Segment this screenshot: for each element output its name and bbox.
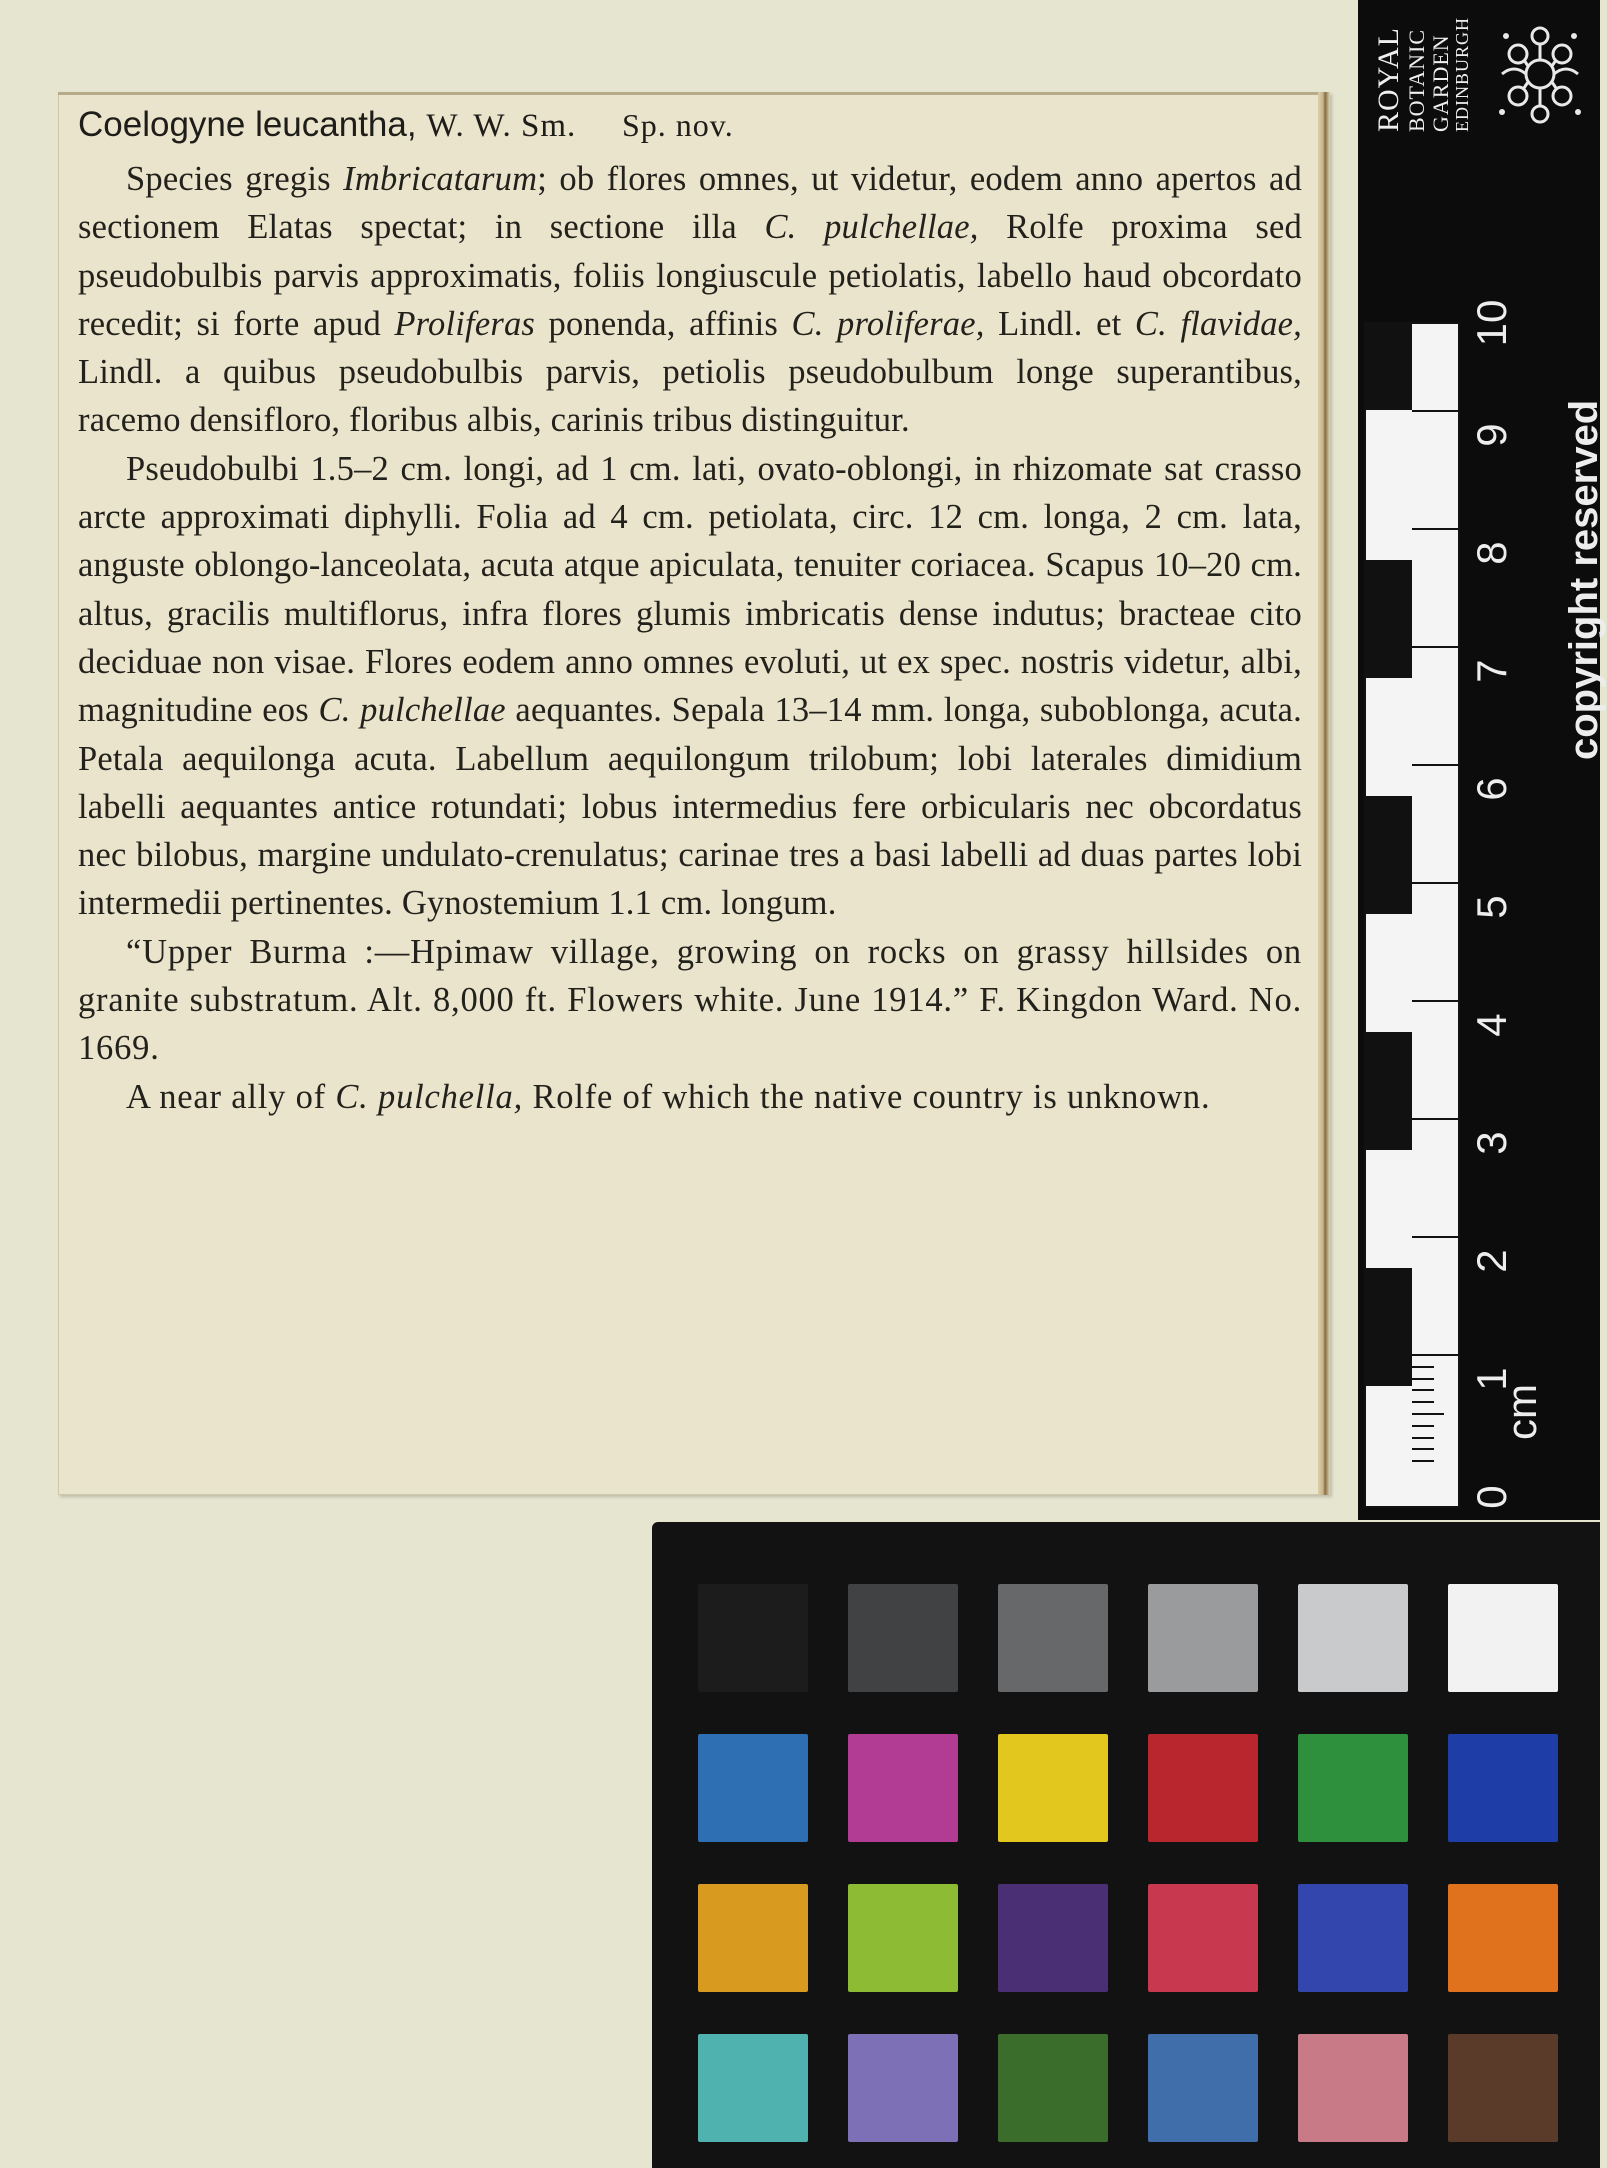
italic-taxon-text: Imbricatarum [343,160,538,198]
color-swatch [848,2034,958,2142]
paragraph-text: Pseudobulbi 1.5–2 cm. longi, ad 1 cm. lati, ovato-oblongi, in rhizomate sat crasso arcte approximati diphylli. Folia ad 4 cm. petiolata, circ. 12 cm. longa, 2 cm. lata, anguste oblongo-lanceolata, acuta atque apiculata, tenuiter coriacea. Scapus 10–20 cm. altus, gracilis multiflorus, infra flores glumis imbricatis dense indutus; bracteae cito deciduae non visae. Flores eodem anno omnes evoluti, ut ex spec. nostris videtur, albi, magnitudine eos [78,449,1302,730]
millimetre-tick [1412,1401,1434,1403]
scale-number-2: 2 [1468,1249,1515,1273]
italic-taxon-text: C. proliferae, [791,304,985,343]
note-paragraph [78,1073,1302,1121]
italic-taxon-text: Proliferas [394,304,536,343]
scale-segment [1366,324,1412,410]
color-swatch [998,1884,1108,1992]
color-swatch [1298,1884,1408,1992]
paragraph-text: ; ob flores omnes, ut videtur, eodem anno apertos ad sectionem Elatas spectat; in sectione illa [78,160,1302,247]
color-swatch [1448,2034,1558,2142]
color-swatch [848,1884,958,1992]
millimetre-tick [1412,1425,1434,1427]
scale-tick [1412,764,1460,766]
scale-number-1: 1 [1468,1367,1515,1391]
scale-segment [1366,796,1412,914]
color-swatch [1148,1884,1258,1992]
scale-segment [1366,1032,1412,1150]
scale-tick [1412,1118,1460,1120]
scale-number-5: 5 [1468,895,1515,919]
description-paragraph-1 [78,155,1302,445]
millimetre-tick [1412,1437,1434,1439]
institution-line-4: EDINBURGH [1452,17,1472,132]
paragraph-text: A near ally of [126,1077,336,1116]
specimen-label-clipping [58,92,1330,1495]
color-swatch [698,1884,808,1992]
color-swatch [1448,1584,1558,1692]
paragraph-text: Lindl. et [984,304,1135,343]
millimetre-tick [1412,1460,1434,1462]
millimetre-tick [1412,1389,1434,1391]
millimetre-tick [1412,1413,1444,1415]
scale-number-0: 0 [1468,1485,1515,1509]
paragraph-text: aequantes. Sepala 13–14 mm. longa, suboblonga, acuta. Petala aequilonga acuta. Labellum aequilongum trilobum; lobi laterales dimidium labelli aequantes antice rotundati; lobus intermedius fere orbicularis nec obcordatus nec bilobus, margine undulato-crenulatus; carinae tres a basi labelli ad duas partes lobi intermedii pertinentes. Gynostemium 1.1 cm. longum. [78,691,1302,923]
scale-unit-label: cm [1498,1384,1545,1440]
paragraph-text: Lindl. a quibus pseudobulbis parvis, petiolis pseudobulbum longe superantibus, racemo densifloro, floribus albis, carinis tribus distinguitur. [78,353,1302,440]
species-author: W. W. Sm. [426,108,577,144]
scale-tick [1412,1354,1460,1356]
scale-number-9: 9 [1468,423,1515,447]
color-swatch [998,2034,1108,2142]
scale-number-3: 3 [1468,1131,1515,1155]
paragraph-text: ponenda, affinis [535,304,792,343]
scale-tick [1412,410,1460,412]
scale-number-10: 10 [1468,299,1515,347]
scale-number-7: 7 [1468,659,1515,683]
italic-taxon-text: C. flavidae, [1134,304,1303,343]
italic-taxon-text: C. pulchella, [335,1077,524,1116]
color-swatch [1448,1884,1558,1992]
scale-number-4: 4 [1468,1013,1515,1037]
millimetre-tick [1412,1378,1434,1380]
species-title [78,98,1302,153]
institution-label [1370,14,1490,132]
scale-tick [1412,646,1460,648]
scale-segment [1366,1268,1412,1386]
paragraph-text: “Upper Burma :—Hpimaw village, growing on rocks on grassy hillsides on granite substratum. Alt. 8,000 ft. Flowers white. June 1914.” F. Kingdon Ward. No. 1669. [78,932,1302,1068]
clipping-torn-edge [1318,92,1330,1495]
copyright-notice: copyright reserved [1562,399,1606,760]
scale-tick [1412,1236,1460,1238]
italic-taxon-text: C. pulchellae [318,691,506,730]
color-swatch [998,1584,1108,1692]
color-swatch [1448,1734,1558,1842]
scale-tick [1412,528,1460,530]
millimetre-tick [1412,1366,1434,1368]
scale-number-6: 6 [1468,777,1515,801]
institution-line-3: GARDEN [1428,34,1453,132]
color-swatch [1298,2034,1408,2142]
garden-emblem-icon [1488,14,1592,134]
scale-number-8: 8 [1468,541,1515,565]
color-swatch [848,1734,958,1842]
scale-segment [1366,560,1412,678]
paragraph-text: Rolfe of which the native country is unknown. [523,1077,1211,1116]
color-swatch [1148,1734,1258,1842]
color-swatch [698,2034,808,2142]
centimetre-scale [1364,322,1460,1508]
color-swatch [698,1584,808,1692]
species-name: Coelogyne leucantha, [78,105,417,144]
color-swatch [848,1584,958,1692]
color-swatch [698,1734,808,1842]
description-paragraph-2 [78,445,1302,928]
millimetre-tick [1412,1448,1434,1450]
collection-record-paragraph [78,928,1302,1073]
paragraph-text: Species gregis [126,160,344,198]
scale-tick [1412,1000,1460,1002]
species-status: Sp. nov. [621,107,734,143]
institution-line-1: ROYAL [1372,26,1405,132]
scale-tick [1412,882,1460,884]
color-swatch [1148,1584,1258,1692]
color-swatch [998,1734,1108,1842]
color-swatch [1298,1584,1408,1692]
italic-taxon-text: C. pulchellae, [764,208,979,247]
clipping-top-edge [58,92,1330,95]
color-swatch [1148,2034,1258,2142]
color-swatch [1298,1734,1408,1842]
institution-line-2: BOTANIC [1404,28,1429,132]
paragraph-text: Rolfe proxima sed pseudobulbis parvis approximatis, foliis longiuscule petiolatis, labello haud obcordato recedit; si forte apud [78,208,1302,343]
